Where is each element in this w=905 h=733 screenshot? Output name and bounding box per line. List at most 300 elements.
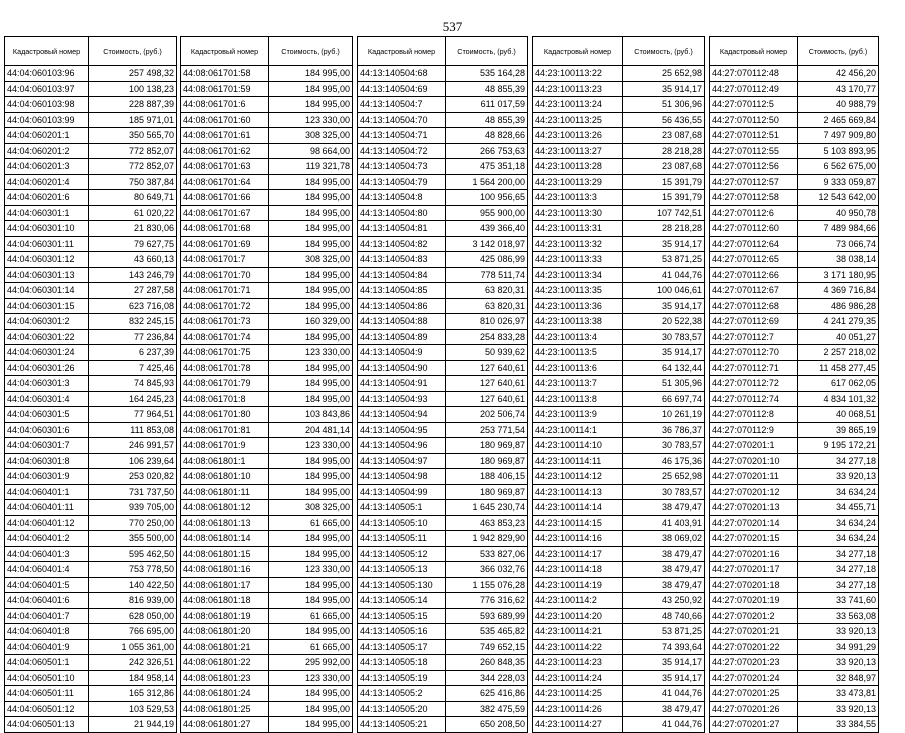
cadastral-number-cell: 44:04:060401:3: [5, 546, 89, 562]
cost-cell: 30 783,57: [623, 438, 705, 454]
cadastral-number-cell: 44:13:140504:71: [358, 128, 446, 144]
cost-cell: 123 330,00: [269, 562, 353, 578]
cost-cell: 38 069,02: [623, 531, 705, 547]
cadastral-number-cell: 44:23:100114:16: [533, 531, 623, 547]
cadastral-number-cell: 44:08:061701:67: [181, 205, 269, 221]
table-row: [710, 670, 879, 686]
cost-cell: 33 920,13: [798, 701, 879, 717]
cadastral-number-cell: 44:04:060103:96: [5, 66, 89, 82]
cadastral-number-cell: 44:27:070201:2: [710, 608, 798, 624]
cost-header: Стоимость, (руб.): [798, 37, 879, 66]
table-row: [181, 701, 353, 717]
cost-cell: 535 164,28: [446, 66, 528, 82]
cost-cell: 48 855,39: [446, 81, 528, 97]
table-row: [533, 112, 705, 128]
table-row: [710, 174, 879, 190]
table-row: [181, 143, 353, 159]
cost-cell: 23 087,68: [623, 128, 705, 144]
cadastral-number-cell: 44:13:140504:7: [358, 97, 446, 113]
cadastral-number-cell: 44:08:061801:12: [181, 500, 269, 516]
cadastral-number-cell: 44:08:061801:17: [181, 577, 269, 593]
cadastral-number-cell: 44:13:140504:79: [358, 174, 446, 190]
table-row: [5, 593, 177, 609]
cost-cell: 184 995,00: [269, 453, 353, 469]
cadastral-number-cell: 44:27:070201:12: [710, 484, 798, 500]
cadastral-number-cell: 44:23:100113:4: [533, 329, 623, 345]
cadastral-number-cell: 44:04:060301:5: [5, 407, 89, 423]
table-row: [533, 453, 705, 469]
cadastral-number-cell: 44:04:060401:5: [5, 577, 89, 593]
table-row: [358, 670, 528, 686]
cost-cell: 98 664,00: [269, 143, 353, 159]
table-row: [533, 221, 705, 237]
cost-cell: 9 195 172,21: [798, 438, 879, 454]
cost-cell: 184 995,00: [269, 190, 353, 206]
table-row: [710, 314, 879, 330]
table-row: [533, 174, 705, 190]
cadastral-number-cell: 44:13:140505:18: [358, 655, 446, 671]
cadastral-number-cell: 44:04:060401:1: [5, 484, 89, 500]
table-row: [181, 376, 353, 392]
cost-cell: 33 473,81: [798, 686, 879, 702]
cadastral-number-cell: 44:27:070201:15: [710, 531, 798, 547]
cadastral-number-cell: 44:23:100114:20: [533, 608, 623, 624]
cadastral-number-cell: 44:04:060401:11: [5, 500, 89, 516]
table-row: [181, 469, 353, 485]
table-row: [710, 81, 879, 97]
table-row: [710, 593, 879, 609]
table-row: [533, 670, 705, 686]
cost-cell: 38 479,47: [623, 701, 705, 717]
table-row: [181, 329, 353, 345]
table-row: [5, 314, 177, 330]
table-row: [710, 608, 879, 624]
table-row: [710, 252, 879, 268]
cost-cell: 617 062,05: [798, 376, 879, 392]
cadastral-number-cell: 44:27:070112:65: [710, 252, 798, 268]
table-row: [533, 314, 705, 330]
cost-cell: 308 325,00: [269, 500, 353, 516]
table-row: [181, 159, 353, 175]
table-row: [358, 236, 528, 252]
cadastral-number-cell: 44:27:070112:48: [710, 66, 798, 82]
table-row: [5, 422, 177, 438]
cadastral-number-cell: 44:23:100113:38: [533, 314, 623, 330]
table-row: [5, 66, 177, 82]
cadastral-number-cell: 44:04:060301:1: [5, 205, 89, 221]
table-row: [710, 639, 879, 655]
cadastral-number-cell: 44:13:140505:11: [358, 531, 446, 547]
cadastral-number-cell: 44:13:140505:17: [358, 639, 446, 655]
table-row: [181, 562, 353, 578]
cadastral-number-cell: 44:23:100114:25: [533, 686, 623, 702]
table-row: [710, 577, 879, 593]
table-row: [181, 205, 353, 221]
cost-cell: 38 479,47: [623, 500, 705, 516]
cadastral-number-cell: 44:27:070112:57: [710, 174, 798, 190]
table-row: [181, 500, 353, 516]
cost-cell: 246 991,57: [89, 438, 177, 454]
cadastral-number-header: Кадастровый номер: [5, 37, 89, 66]
cadastral-number-cell: 44:13:140504:73: [358, 159, 446, 175]
cost-cell: 39 865,19: [798, 422, 879, 438]
cadastral-number-cell: 44:04:060301:2: [5, 314, 89, 330]
cadastral-number-cell: 44:04:060301:9: [5, 469, 89, 485]
table-row: [358, 407, 528, 423]
table-row: [5, 221, 177, 237]
table-row: [358, 422, 528, 438]
table-row: [358, 624, 528, 640]
cost-cell: 48 828,66: [446, 128, 528, 144]
cadastral-number-cell: 44:23:100113:7: [533, 376, 623, 392]
cost-cell: 140 422,50: [89, 577, 177, 593]
cost-cell: 34 277,18: [798, 562, 879, 578]
cadastral-number-cell: 44:27:070201:11: [710, 469, 798, 485]
cost-cell: 103 843,86: [269, 407, 353, 423]
cadastral-number-cell: 44:27:070112:7: [710, 329, 798, 345]
cost-cell: 939 705,00: [89, 500, 177, 516]
table-row: [5, 128, 177, 144]
cost-cell: 776 316,62: [446, 593, 528, 609]
cost-cell: 180 969,87: [446, 484, 528, 500]
table-row: [358, 546, 528, 562]
table-row: [533, 97, 705, 113]
cadastral-number-cell: 44:04:060301:12: [5, 252, 89, 268]
cadastral-number-cell: 44:08:061801:11: [181, 484, 269, 500]
cadastral-number-cell: 44:13:140505:13: [358, 562, 446, 578]
table-row: [533, 422, 705, 438]
table-row: [710, 360, 879, 376]
cadastral-number-cell: 44:04:060401:2: [5, 531, 89, 547]
cadastral-number-cell: 44:04:060301:8: [5, 453, 89, 469]
cadastral-number-cell: 44:27:070112:72: [710, 376, 798, 392]
table-row: [358, 159, 528, 175]
table-row: [358, 190, 528, 206]
table-row: [181, 515, 353, 531]
table-row: [5, 143, 177, 159]
cadastral-number-cell: 44:08:061801:16: [181, 562, 269, 578]
cost-cell: 184 995,00: [269, 97, 353, 113]
cost-cell: 42 456,20: [798, 66, 879, 82]
cost-header: Стоимость, (руб.): [446, 37, 528, 66]
cost-cell: 184 995,00: [269, 391, 353, 407]
cadastral-number-cell: 44:04:060103:99: [5, 112, 89, 128]
table-row: [358, 717, 528, 733]
table-row: [533, 608, 705, 624]
table-row: [533, 236, 705, 252]
table-row: [710, 329, 879, 345]
cost-cell: 184 995,00: [269, 174, 353, 190]
cost-cell: 46 175,36: [623, 453, 705, 469]
cadastral-number-cell: 44:13:140505:19: [358, 670, 446, 686]
cost-cell: 79 627,75: [89, 236, 177, 252]
table-row: [533, 298, 705, 314]
cadastral-number-cell: 44:23:100113:29: [533, 174, 623, 190]
cost-cell: 3 171 180,95: [798, 267, 879, 283]
cost-cell: 242 326,51: [89, 655, 177, 671]
table-row: [181, 422, 353, 438]
cost-cell: 164 245,23: [89, 391, 177, 407]
cadastral-number-cell: 44:23:100114:1: [533, 422, 623, 438]
table-row: [358, 577, 528, 593]
cost-cell: 123 330,00: [269, 112, 353, 128]
cost-cell: 2 257 218,02: [798, 345, 879, 361]
cadastral-number-cell: 44:08:061701:66: [181, 190, 269, 206]
table-row: [358, 469, 528, 485]
table-row: [181, 407, 353, 423]
table-row: [5, 701, 177, 717]
cadastral-number-cell: 44:13:140504:83: [358, 252, 446, 268]
table-row: [533, 500, 705, 516]
cost-cell: 593 689,99: [446, 608, 528, 624]
table-row: [181, 236, 353, 252]
cadastral-number-header: Кадастровый номер: [358, 37, 446, 66]
table-row: [710, 190, 879, 206]
cadastral-number-cell: 44:04:060201:3: [5, 159, 89, 175]
table-row: [710, 484, 879, 500]
cadastral-number-cell: 44:13:140505:2: [358, 686, 446, 702]
table-row: [5, 159, 177, 175]
table-row: [533, 701, 705, 717]
table-row: [5, 205, 177, 221]
table-row: [533, 66, 705, 82]
cost-cell: 34 277,18: [798, 546, 879, 562]
cost-cell: 20 522,38: [623, 314, 705, 330]
cost-cell: 33 920,13: [798, 655, 879, 671]
table-row: [181, 314, 353, 330]
cadastral-number-cell: 44:13:140504:8: [358, 190, 446, 206]
cost-cell: 355 500,00: [89, 531, 177, 547]
cost-cell: 753 778,50: [89, 562, 177, 578]
cadastral-number-cell: 44:08:061701:79: [181, 376, 269, 392]
cadastral-number-cell: 44:13:140504:9: [358, 345, 446, 361]
table-row: [5, 298, 177, 314]
cost-header: Стоимость, (руб.): [89, 37, 177, 66]
cadastral-number-cell: 44:04:060201:1: [5, 128, 89, 144]
cost-cell: 35 914,17: [623, 345, 705, 361]
table-row: [710, 283, 879, 299]
table-row: [358, 391, 528, 407]
cost-cell: 184 995,00: [269, 469, 353, 485]
cadastral-number-cell: 44:08:061701:62: [181, 143, 269, 159]
cadastral-number-cell: 44:13:140505:130: [358, 577, 446, 593]
cadastral-number-cell: 44:23:100114:10: [533, 438, 623, 454]
cost-cell: 127 640,61: [446, 391, 528, 407]
cost-cell: 595 462,50: [89, 546, 177, 562]
cadastral-number-cell: 44:13:140505:15: [358, 608, 446, 624]
table-row: [181, 128, 353, 144]
cost-cell: 35 914,17: [623, 236, 705, 252]
cost-cell: 180 969,87: [446, 453, 528, 469]
cadastral-number-cell: 44:23:100113:24: [533, 97, 623, 113]
cost-cell: 382 475,59: [446, 701, 528, 717]
cost-cell: 40 988,79: [798, 97, 879, 113]
cadastral-number-cell: 44:08:061701:6: [181, 97, 269, 113]
cadastral-number-cell: 44:08:061801:1: [181, 453, 269, 469]
cadastral-number-cell: 44:27:070112:6: [710, 205, 798, 221]
table-row: [181, 593, 353, 609]
cost-cell: 611 017,59: [446, 97, 528, 113]
cadastral-number-cell: 44:13:140504:98: [358, 469, 446, 485]
table-row: [710, 391, 879, 407]
cadastral-number-cell: 44:23:100114:13: [533, 484, 623, 500]
cost-cell: 188 406,15: [446, 469, 528, 485]
cost-cell: 123 330,00: [269, 670, 353, 686]
cost-cell: 40 068,51: [798, 407, 879, 423]
cadastral-number-cell: 44:13:140504:69: [358, 81, 446, 97]
cadastral-number-cell: 44:23:100114:18: [533, 562, 623, 578]
cost-cell: 160 329,00: [269, 314, 353, 330]
cost-cell: 772 852,07: [89, 143, 177, 159]
cadastral-number-cell: 44:27:070201:17: [710, 562, 798, 578]
cost-cell: 7 489 984,66: [798, 221, 879, 237]
cost-cell: 650 208,50: [446, 717, 528, 733]
cadastral-number-cell: 44:27:070112:56: [710, 159, 798, 175]
table-row: [5, 376, 177, 392]
table-row: [5, 345, 177, 361]
cost-cell: 107 742,51: [623, 205, 705, 221]
cadastral-number-cell: 44:27:070201:10: [710, 453, 798, 469]
cost-cell: 27 287,58: [89, 283, 177, 299]
cadastral-number-cell: 44:08:061801:27: [181, 717, 269, 733]
cost-cell: 21 830,06: [89, 221, 177, 237]
cost-cell: 266 753,63: [446, 143, 528, 159]
table-row: [710, 143, 879, 159]
cadastral-number-cell: 44:13:140504:72: [358, 143, 446, 159]
cadastral-number-cell: 44:08:061701:58: [181, 66, 269, 82]
cadastral-number-cell: 44:23:100113:34: [533, 267, 623, 283]
cadastral-number-cell: 44:13:140504:91: [358, 376, 446, 392]
table-row: [358, 500, 528, 516]
table-row: [533, 717, 705, 733]
cadastral-number-cell: 44:23:100113:30: [533, 205, 623, 221]
cost-cell: 34 634,24: [798, 484, 879, 500]
cadastral-number-cell: 44:13:140505:10: [358, 515, 446, 531]
cadastral-number-cell: 44:04:060301:14: [5, 283, 89, 299]
cost-cell: 184 995,00: [269, 531, 353, 547]
cost-cell: 9 333 059,87: [798, 174, 879, 190]
cadastral-number-cell: 44:27:070201:26: [710, 701, 798, 717]
table-row: [710, 221, 879, 237]
cost-cell: 10 261,19: [623, 407, 705, 423]
cadastral-table-4: [532, 36, 705, 733]
cadastral-number-cell: 44:13:140505:16: [358, 624, 446, 640]
cost-cell: 184 995,00: [269, 267, 353, 283]
table-row: [181, 438, 353, 454]
cadastral-number-cell: 44:23:100114:19: [533, 577, 623, 593]
cadastral-number-cell: 44:13:140504:84: [358, 267, 446, 283]
table-row: [5, 624, 177, 640]
cost-cell: 127 640,61: [446, 360, 528, 376]
table-row: [181, 298, 353, 314]
cost-cell: 184 995,00: [269, 624, 353, 640]
cost-cell: 5 103 893,95: [798, 143, 879, 159]
cost-cell: 23 087,68: [623, 159, 705, 175]
cost-cell: 4 834 101,32: [798, 391, 879, 407]
cadastral-number-cell: 44:08:061801:24: [181, 686, 269, 702]
table-row: [710, 469, 879, 485]
cost-cell: 184 995,00: [269, 546, 353, 562]
cadastral-number-cell: 44:13:140505:21: [358, 717, 446, 733]
cadastral-number-cell: 44:04:060401:12: [5, 515, 89, 531]
table-row: [5, 174, 177, 190]
cadastral-number-cell: 44:23:100113:31: [533, 221, 623, 237]
cost-cell: 1 942 829,90: [446, 531, 528, 547]
table-row: [181, 686, 353, 702]
cost-cell: 100 046,61: [623, 283, 705, 299]
cost-cell: 111 853,08: [89, 422, 177, 438]
table-row: [710, 438, 879, 454]
cost-cell: 43 250,92: [623, 593, 705, 609]
table-row: [358, 639, 528, 655]
cadastral-number-cell: 44:23:100113:3: [533, 190, 623, 206]
table-row: [533, 391, 705, 407]
cost-cell: 34 277,18: [798, 577, 879, 593]
cadastral-number-cell: 44:27:070112:70: [710, 345, 798, 361]
cost-cell: 41 044,76: [623, 686, 705, 702]
cadastral-number-cell: 44:04:060201:6: [5, 190, 89, 206]
cost-cell: 40 950,78: [798, 205, 879, 221]
cadastral-number-cell: 44:08:061701:74: [181, 329, 269, 345]
cost-cell: 770 250,00: [89, 515, 177, 531]
cost-cell: 30 783,57: [623, 484, 705, 500]
table-row: [5, 484, 177, 500]
table-row: [358, 221, 528, 237]
cadastral-number-cell: 44:23:100114:17: [533, 546, 623, 562]
cadastral-number-cell: 44:23:100114:11: [533, 453, 623, 469]
table-row: [533, 438, 705, 454]
cost-cell: 61 665,00: [269, 639, 353, 655]
cost-cell: 43 170,77: [798, 81, 879, 97]
cadastral-number-header: Кадастровый номер: [181, 37, 269, 66]
cadastral-number-cell: 44:04:060301:4: [5, 391, 89, 407]
table-row: [5, 391, 177, 407]
cadastral-number-cell: 44:27:070201:23: [710, 655, 798, 671]
cost-cell: 202 506,74: [446, 407, 528, 423]
table-row: [710, 205, 879, 221]
cost-cell: 184 995,00: [269, 376, 353, 392]
table-row: [710, 267, 879, 283]
cadastral-number-cell: 44:23:100113:22: [533, 66, 623, 82]
table-row: [710, 407, 879, 423]
cost-cell: 260 848,35: [446, 655, 528, 671]
table-row: [358, 360, 528, 376]
table-row: [358, 314, 528, 330]
table-row: [533, 624, 705, 640]
cost-cell: 35 914,17: [623, 298, 705, 314]
cost-cell: 61 665,00: [269, 515, 353, 531]
cost-cell: 955 900,00: [446, 205, 528, 221]
cadastral-table-1: [4, 36, 177, 733]
table-row: [181, 391, 353, 407]
cost-cell: 254 833,28: [446, 329, 528, 345]
cost-cell: 749 652,15: [446, 639, 528, 655]
cost-cell: 184 995,00: [269, 360, 353, 376]
table-row: [358, 484, 528, 500]
cost-cell: 184 995,00: [269, 221, 353, 237]
cadastral-number-cell: 44:23:100113:6: [533, 360, 623, 376]
cost-cell: 41 044,76: [623, 717, 705, 733]
cost-cell: 184 995,00: [269, 283, 353, 299]
table-row: [710, 453, 879, 469]
cadastral-number-cell: 44:23:100113:36: [533, 298, 623, 314]
table-row: [181, 639, 353, 655]
table-row: [358, 453, 528, 469]
cost-cell: 51 305,96: [623, 376, 705, 392]
cadastral-number-cell: 44:08:061701:63: [181, 159, 269, 175]
cost-cell: 61 020,22: [89, 205, 177, 221]
cost-cell: 12 543 642,00: [798, 190, 879, 206]
